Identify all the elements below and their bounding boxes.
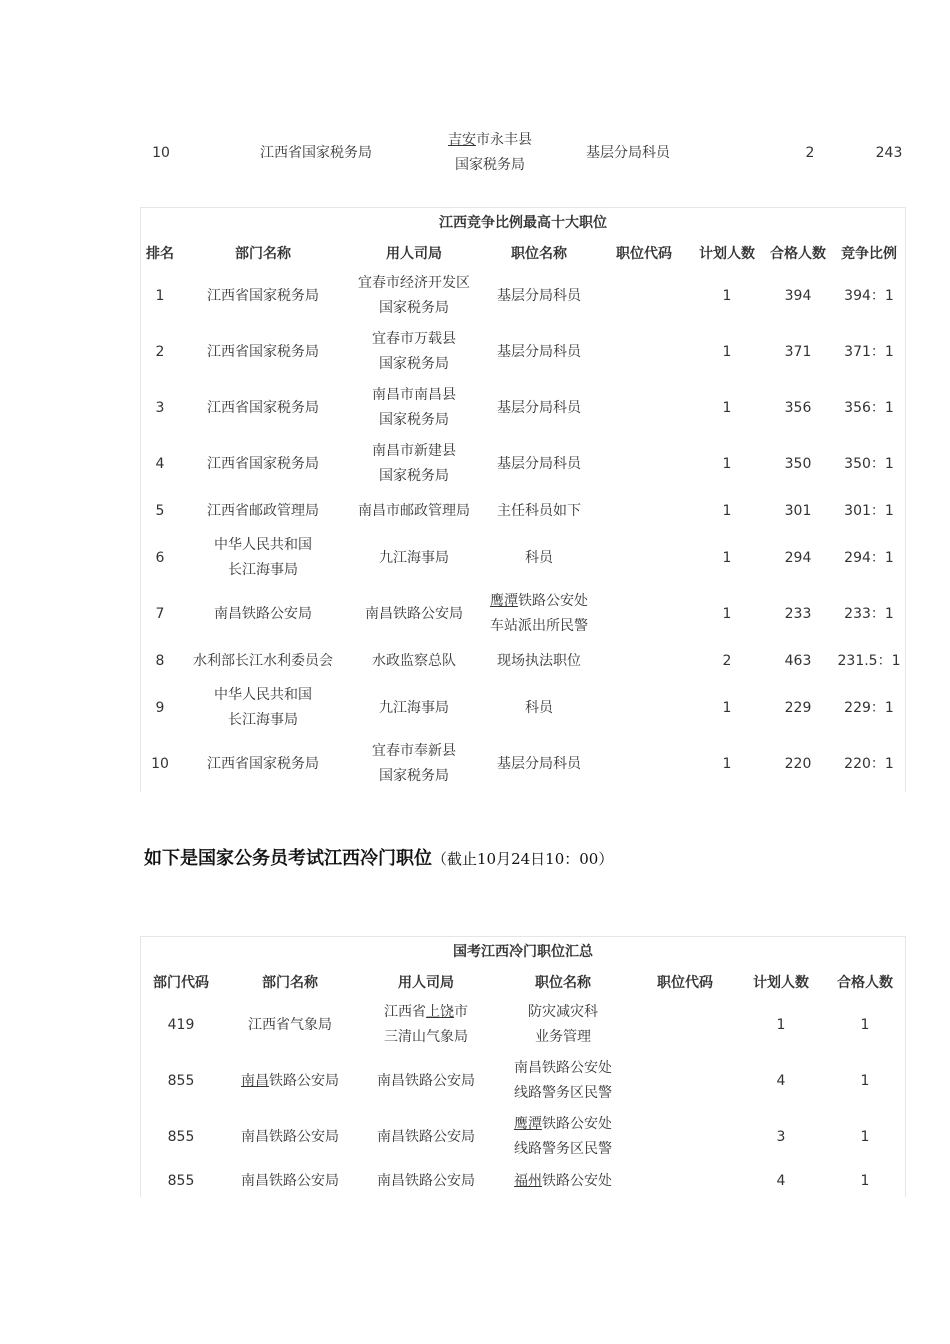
bureau-cell	[347, 680, 481, 736]
position-cell	[481, 436, 597, 492]
position-cell	[481, 492, 597, 530]
ratio-value: 356：1	[844, 399, 894, 416]
header-rank: 排名	[146, 246, 174, 262]
table-row	[141, 530, 905, 586]
dept-name-line2: 长江海事局	[228, 562, 298, 578]
ratio-value: 231.5：1	[837, 652, 901, 669]
dept-cell	[221, 1165, 359, 1197]
dept-name: 江西省国家税务局	[207, 399, 319, 416]
dept-code-cell	[141, 1165, 221, 1197]
bureau-cell	[359, 997, 493, 1053]
dept-cell	[179, 680, 347, 736]
code-cell	[706, 128, 780, 178]
dept-name: 江西省国家税务局	[207, 287, 319, 304]
qualified-cell	[763, 492, 833, 530]
rank-value: 10	[151, 755, 169, 772]
position-cell	[481, 380, 597, 436]
dept-name-line2: 长江海事局	[228, 712, 298, 728]
plan-cell	[691, 530, 763, 586]
rank-value: 6	[155, 549, 165, 566]
ratio-cell	[833, 642, 905, 680]
bureau-cell	[359, 1165, 493, 1197]
qualified-value: 394	[784, 287, 812, 304]
bureau-name-suffix: 市	[454, 1004, 468, 1020]
plan-cell	[691, 436, 763, 492]
table-row	[141, 680, 905, 736]
table-row	[141, 436, 905, 492]
position-cell	[481, 530, 597, 586]
dept-name: 江西省国家税务局	[207, 755, 319, 772]
qualified-value: 356	[784, 399, 812, 416]
position-name: 科员	[525, 699, 553, 716]
bureau-cell	[430, 128, 550, 178]
plan-cell	[737, 1109, 825, 1165]
plan-value: 1	[722, 455, 732, 472]
rank-cell	[141, 380, 179, 436]
section-heading-date: （截止10月24日10：00）	[432, 850, 614, 868]
header-position: 职位名称	[511, 246, 567, 262]
table-title: 国考江西冷门职位汇总	[453, 944, 593, 960]
bureau-cell	[347, 436, 481, 492]
bureau-name-line2: 国家税务局	[379, 300, 449, 316]
ratio-cell	[833, 324, 905, 380]
header-code: 职位代码	[616, 246, 672, 262]
bureau-link[interactable]: 吉安	[448, 132, 476, 148]
qualified-cell	[825, 997, 905, 1053]
dept-cell	[179, 492, 347, 530]
ratio-cell	[833, 492, 905, 530]
plan-value: 2	[722, 652, 732, 669]
plan-value: 4	[776, 1172, 786, 1189]
bureau-name: 九江海事局	[379, 549, 449, 566]
header-position-code: 职位代码	[657, 975, 713, 991]
plan-value: 1	[722, 287, 732, 304]
header-ratio: 竞争比例	[841, 246, 897, 262]
ratio-value: 294：1	[844, 549, 894, 566]
plan-value: 3	[776, 1128, 786, 1145]
ratio-cell	[833, 268, 905, 324]
position-name: 铁路公安处	[518, 593, 588, 609]
header-plan: 计划人数	[699, 246, 755, 262]
position-name: 现场执法职位	[497, 652, 581, 669]
dept-code-cell	[141, 1109, 221, 1165]
table-row	[141, 492, 905, 530]
position-cell	[481, 586, 597, 642]
plan-value: 1	[722, 399, 732, 416]
ratio-value: 220：1	[844, 755, 894, 772]
bureau-cell	[359, 1053, 493, 1109]
dept-code-value: 419	[167, 1016, 195, 1033]
dept-code-value: 855	[167, 1172, 195, 1189]
dept-cell	[179, 642, 347, 680]
position-link[interactable]: 鹰潭	[514, 1116, 542, 1132]
code-cell	[597, 268, 691, 324]
rank-cell	[141, 736, 179, 792]
position-name-line2: 业务管理	[535, 1029, 591, 1045]
position-name: 基层分局科员	[497, 399, 581, 416]
qualified-value: 371	[784, 343, 812, 360]
plan-value: 1	[722, 605, 732, 622]
dept-cell	[179, 530, 347, 586]
position-cell	[481, 680, 597, 736]
position-code-cell	[633, 1109, 737, 1165]
bureau-name: 南昌铁路公安局	[377, 1172, 475, 1189]
qualified-cell	[825, 1109, 905, 1165]
ratio-value: 394：1	[844, 287, 894, 304]
position-cell	[481, 736, 597, 792]
code-cell	[597, 380, 691, 436]
position-name: 铁路公安处	[542, 1172, 612, 1189]
header-position: 职位名称	[535, 975, 591, 991]
dept-link[interactable]: 南昌	[241, 1072, 269, 1089]
plan-cell	[691, 324, 763, 380]
bureau-name: 南昌铁路公安局	[365, 605, 463, 622]
dept-name: 中华人民共和国	[214, 687, 312, 703]
table-row	[141, 1053, 905, 1109]
dept-cell	[179, 324, 347, 380]
section-heading	[144, 844, 613, 870]
qualified-cell	[763, 530, 833, 586]
code-cell	[597, 530, 691, 586]
plan-cell: 2	[805, 144, 815, 161]
header-plan: 计划人数	[753, 975, 809, 991]
bureau-cell	[359, 1109, 493, 1165]
dept-cell: 江西省国家税务局	[260, 144, 372, 161]
position-code-cell	[633, 1053, 737, 1109]
dept-name: 南昌铁路公安局	[241, 1128, 339, 1145]
position-name: 铁路公安处	[542, 1116, 612, 1132]
rank-value: 2	[155, 343, 165, 360]
position-name-line2: 线路警务区民警	[514, 1141, 612, 1157]
ratio-cell	[833, 436, 905, 492]
ratio-cell	[833, 530, 905, 586]
table-row	[141, 324, 905, 380]
table-row	[141, 997, 905, 1053]
rank-value: 3	[155, 399, 165, 416]
bureau-name: 江西省	[384, 1004, 426, 1020]
dept-name: 南昌铁路公安局	[241, 1172, 339, 1189]
ratio-value: 233：1	[844, 605, 894, 622]
position-name: 科员	[525, 549, 553, 566]
plan-value: 1	[722, 502, 732, 519]
position-cell	[493, 1053, 633, 1109]
rank-value: 7	[155, 605, 165, 622]
position-cell	[481, 324, 597, 380]
rank-cell	[141, 642, 179, 680]
qualified-value: 1	[860, 1072, 870, 1089]
position-cell	[493, 1109, 633, 1165]
qualified-cell	[763, 736, 833, 792]
rank-cell: 10	[152, 144, 170, 161]
position-name: 基层分局科员	[497, 755, 581, 772]
plan-cell	[691, 268, 763, 324]
code-cell	[597, 324, 691, 380]
table-row	[141, 380, 905, 436]
table-row	[141, 1109, 905, 1165]
position-link[interactable]: 福州	[514, 1172, 542, 1189]
dept-code-value: 855	[167, 1128, 195, 1145]
dept-cell	[179, 268, 347, 324]
bureau-cell	[347, 380, 481, 436]
dept-name: 铁路公安局	[269, 1072, 339, 1089]
table-row	[141, 1165, 905, 1197]
bureau-name: 南昌市邮政管理局	[358, 502, 470, 519]
qualified-value: 220	[784, 755, 812, 772]
bureau-cell	[347, 324, 481, 380]
plan-cell	[691, 736, 763, 792]
qualified-cell	[763, 436, 833, 492]
rank-cell	[141, 680, 179, 736]
bureau-name-line2: 三清山气象局	[384, 1029, 468, 1045]
bureau-name-line2: 国家税务局	[379, 356, 449, 372]
header-bureau: 用人司局	[398, 975, 454, 991]
header-qualified: 合格人数	[837, 975, 893, 991]
rank-value: 4	[155, 455, 165, 472]
position-name-line2: 线路警务区民警	[514, 1085, 612, 1101]
dept-name: 中华人民共和国	[214, 537, 312, 553]
dept-cell	[221, 1053, 359, 1109]
rank-cell	[141, 436, 179, 492]
qualified-value: 350	[784, 455, 812, 472]
bureau-name: 南昌铁路公安局	[377, 1128, 475, 1145]
qualified-value: 294	[784, 549, 812, 566]
qualified-value: 1	[860, 1128, 870, 1145]
header-qualified: 合格人数	[770, 246, 826, 262]
dept-code-cell	[141, 997, 221, 1053]
bureau-name: 水政监察总队	[372, 652, 456, 669]
plan-value: 1	[776, 1016, 786, 1033]
position-cell	[493, 1165, 633, 1197]
code-cell	[597, 492, 691, 530]
qualified-cell	[763, 586, 833, 642]
bureau-text: 市永丰县	[476, 132, 532, 148]
qualified-value: 229	[784, 699, 812, 716]
bureau-name: 南昌市新建县	[372, 443, 456, 459]
position-name: 基层分局科员	[497, 343, 581, 360]
position-cell: 基层分局科员	[586, 144, 670, 161]
dept-name: 南昌铁路公安局	[214, 605, 312, 622]
ratio-value: 350：1	[844, 455, 894, 472]
bureau-cell	[347, 642, 481, 680]
code-cell	[597, 586, 691, 642]
rank-value: 9	[155, 699, 165, 716]
bureau-name: 宜春市万载县	[372, 331, 456, 347]
bureau-name: 宜春市经济开发区	[358, 275, 470, 291]
plan-value: 1	[722, 755, 732, 772]
bureau-link[interactable]: 上饶	[426, 1004, 454, 1020]
table-header-row	[141, 238, 905, 268]
dept-code-value: 855	[167, 1072, 195, 1089]
qualified-value: 1	[860, 1172, 870, 1189]
bureau-cell	[347, 736, 481, 792]
dept-name: 水利部长江水利委员会	[193, 652, 333, 669]
table-row	[141, 642, 905, 680]
dept-cell	[179, 380, 347, 436]
dept-name: 江西省国家税务局	[207, 455, 319, 472]
bureau-cell	[347, 492, 481, 530]
rank-cell	[141, 492, 179, 530]
qualified-cell	[763, 680, 833, 736]
dept-code-cell	[141, 1053, 221, 1109]
dept-name: 江西省气象局	[248, 1016, 332, 1033]
ratio-cell	[833, 380, 905, 436]
qualified-value: 463	[784, 652, 812, 669]
bureau-name: 南昌市南昌县	[372, 387, 456, 403]
bureau-cell	[347, 268, 481, 324]
bureau-cell	[347, 586, 481, 642]
qualified-value: 301	[784, 502, 812, 519]
table-row	[141, 586, 905, 642]
code-cell	[597, 736, 691, 792]
rank-value: 8	[155, 652, 165, 669]
dept-name: 江西省邮政管理局	[207, 502, 319, 519]
code-cell	[597, 642, 691, 680]
position-cell	[481, 268, 597, 324]
rank-cell	[141, 530, 179, 586]
bureau-name-line2: 国家税务局	[379, 768, 449, 784]
header-dept: 部门名称	[235, 246, 291, 262]
position-link[interactable]: 鹰潭	[490, 593, 518, 609]
rank-cell	[141, 268, 179, 324]
position-name: 主任科员如下	[497, 502, 581, 519]
position-name-line2: 车站派出所民警	[490, 618, 588, 634]
position-name: 基层分局科员	[497, 287, 581, 304]
qualified-cell	[825, 1053, 905, 1109]
unpopular-positions-table-box	[140, 936, 906, 1197]
rank-cell	[141, 324, 179, 380]
ratio-cell	[833, 680, 905, 736]
table-row	[141, 736, 905, 792]
table-title: 江西竞争比例最高十大职位	[439, 215, 607, 231]
rank-value: 1	[155, 287, 165, 304]
plan-cell	[737, 1053, 825, 1109]
table-row	[120, 128, 938, 178]
table-header-row	[141, 967, 905, 997]
position-code-cell	[633, 1165, 737, 1197]
bureau-name-line2: 国家税务局	[379, 412, 449, 428]
header-dept: 部门名称	[262, 975, 318, 991]
header-bureau: 用人司局	[386, 246, 442, 262]
qualified-cell	[763, 642, 833, 680]
bureau-name-line2: 国家税务局	[379, 468, 449, 484]
rank-value: 5	[155, 502, 165, 519]
dept-cell	[179, 586, 347, 642]
bureau-text-line2: 国家税务局	[455, 157, 525, 173]
bureau-cell	[347, 530, 481, 586]
position-code-cell	[633, 997, 737, 1053]
table-row	[141, 268, 905, 324]
code-cell	[597, 436, 691, 492]
plan-value: 1	[722, 549, 732, 566]
plan-value: 1	[722, 699, 732, 716]
dept-cell	[179, 436, 347, 492]
bureau-name: 宜春市奉新县	[372, 743, 456, 759]
qualified-cell	[763, 268, 833, 324]
plan-cell	[691, 492, 763, 530]
position-cell	[481, 642, 597, 680]
qualified-cell	[825, 1165, 905, 1197]
position-cell	[493, 997, 633, 1053]
plan-cell	[737, 1165, 825, 1197]
bureau-name: 九江海事局	[379, 699, 449, 716]
plan-cell	[691, 680, 763, 736]
plan-value: 1	[722, 343, 732, 360]
qualified-cell	[763, 324, 833, 380]
plan-value: 4	[776, 1072, 786, 1089]
plan-cell	[691, 642, 763, 680]
rank-cell	[141, 586, 179, 642]
ratio-cell	[833, 586, 905, 642]
ratio-value: 229：1	[844, 699, 894, 716]
header-dept-code: 部门代码	[153, 975, 209, 991]
plan-cell	[737, 997, 825, 1053]
competition-ratio-table	[141, 238, 905, 792]
qualified-value: 233	[784, 605, 812, 622]
qualified-cell: 243	[875, 144, 903, 161]
position-name: 防灾减灾科	[528, 1004, 598, 1020]
plan-cell	[691, 586, 763, 642]
competition-ratio-table-box	[140, 207, 906, 792]
section-heading-text: 如下是国家公务员考试江西冷门职位	[144, 848, 432, 869]
ratio-cell	[833, 736, 905, 792]
bureau-name: 南昌铁路公安局	[377, 1072, 475, 1089]
dept-cell	[221, 997, 359, 1053]
qualified-value: 1	[860, 1016, 870, 1033]
qualified-cell	[763, 380, 833, 436]
ratio-value: 371：1	[844, 343, 894, 360]
top-partial-row-table	[120, 128, 938, 178]
code-cell	[597, 680, 691, 736]
position-name: 基层分局科员	[497, 455, 581, 472]
ratio-value: 301：1	[844, 502, 894, 519]
dept-cell	[179, 736, 347, 792]
unpopular-positions-table	[141, 967, 905, 1197]
dept-cell	[221, 1109, 359, 1165]
position-name: 南昌铁路公安处	[514, 1060, 612, 1076]
dept-name: 江西省国家税务局	[207, 343, 319, 360]
plan-cell	[691, 380, 763, 436]
